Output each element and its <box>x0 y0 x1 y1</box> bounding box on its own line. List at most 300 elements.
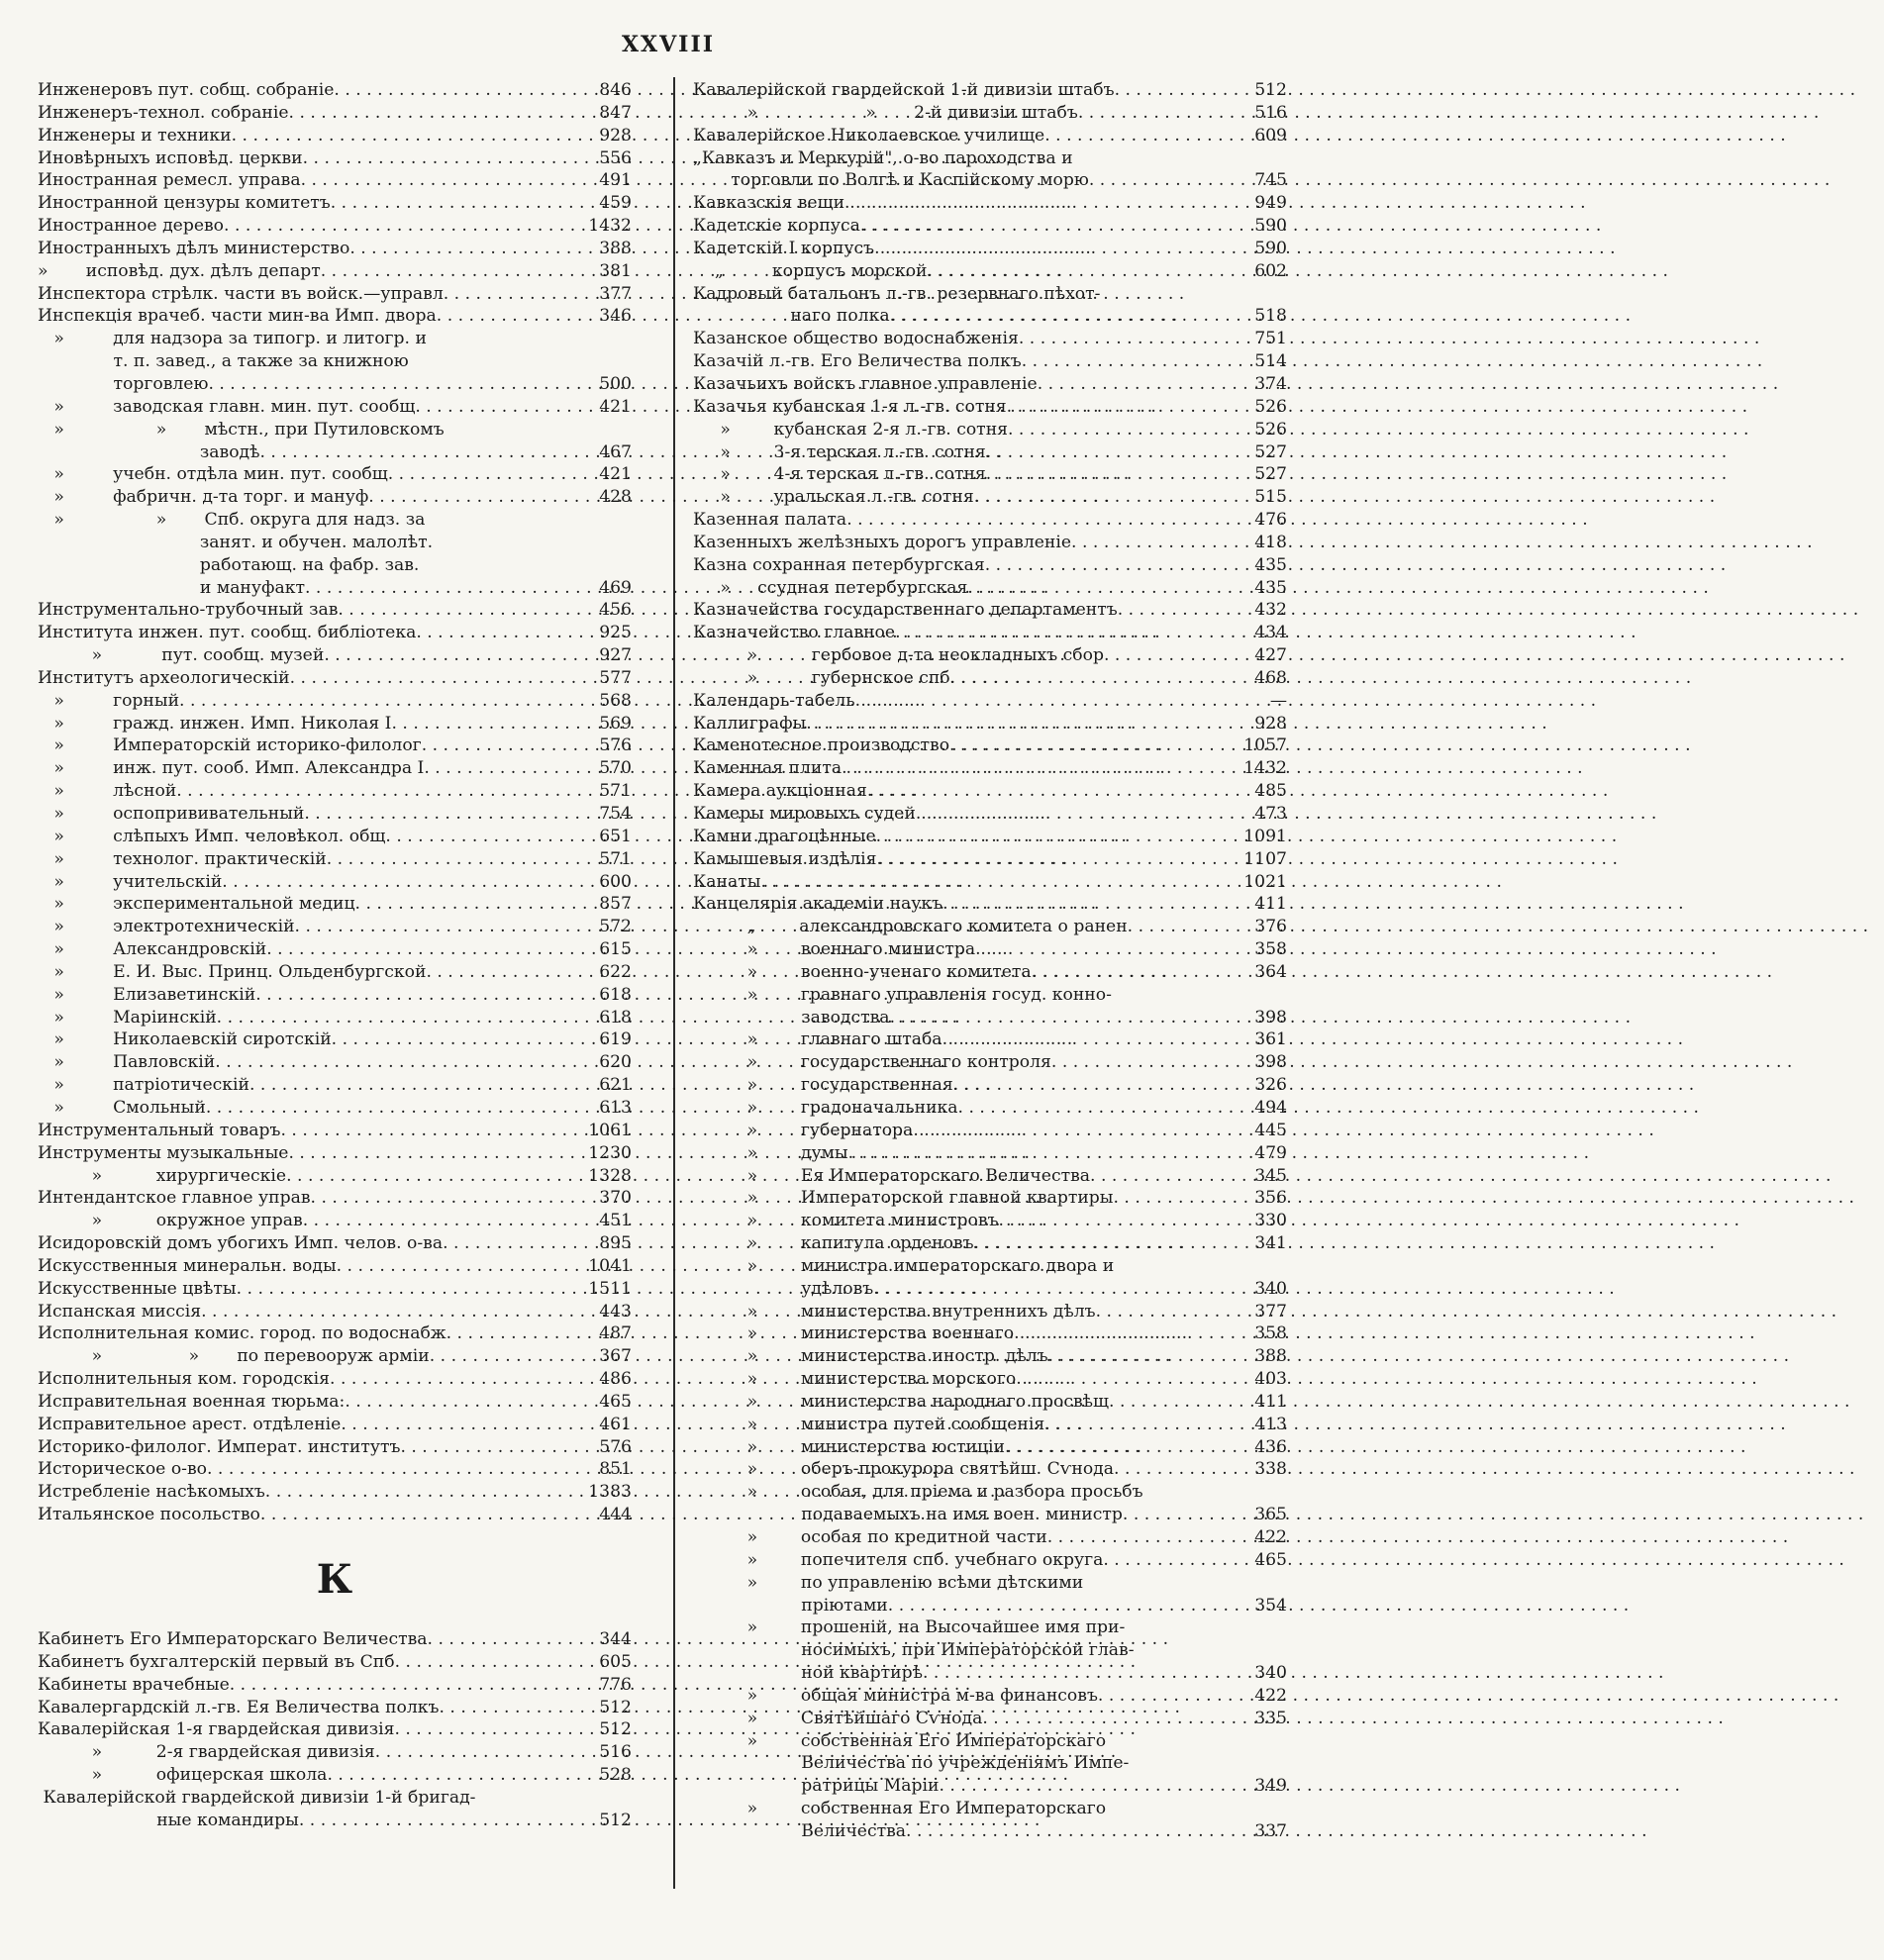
entry-text: » капитула орденовъ <box>693 1233 974 1254</box>
entry-text: » Елизаветинскій <box>38 984 256 1005</box>
entry-text: » инж. пут. сооб. Имп. Александра I <box>38 758 425 779</box>
entry-text: » государственнаго контроля <box>693 1052 1051 1073</box>
leader-dots <box>206 1097 576 1120</box>
entry-page-number: 346 <box>599 306 632 327</box>
leader-dots <box>334 79 576 102</box>
leader-dots <box>844 192 1232 215</box>
entry-text: ные командиры <box>38 1810 299 1830</box>
index-entry <box>693 1458 1287 1481</box>
entry-text: удѣловъ <box>693 1278 874 1299</box>
entry-text: » кубанская 2-я л.-гв. сотня <box>693 419 1008 440</box>
leader-dots <box>950 667 1232 690</box>
leader-dots <box>290 667 576 690</box>
entry-text: » Императорской главной квартиры <box>693 1188 1114 1209</box>
leader-dots <box>416 622 576 644</box>
entry-page-number: 340 <box>1254 1278 1287 1299</box>
leader-dots <box>1038 373 1232 396</box>
index-entry <box>693 1662 1287 1685</box>
leader-dots <box>848 1142 1232 1165</box>
index-entry <box>693 1301 1287 1323</box>
index-entry <box>693 1730 1287 1753</box>
entry-page-number: 1041 <box>588 1255 632 1276</box>
index-entry <box>693 419 1287 441</box>
index-entry <box>693 1165 1287 1188</box>
entry-page-number: 456 <box>599 600 632 621</box>
entry-page-number: 609 <box>1254 125 1287 146</box>
entry-text: „ корпусъ морской <box>693 260 928 281</box>
index-entry <box>38 1051 632 1074</box>
entry-text: » Святѣйшаго Сѵнода <box>693 1708 983 1728</box>
right-column <box>693 79 1287 1843</box>
entry-page-number: 518 <box>1254 306 1287 327</box>
entry-text: и мануфакт <box>38 577 305 598</box>
entry-page-number: 344 <box>599 1629 632 1649</box>
entry-text: Искусственные цвѣты <box>38 1278 237 1299</box>
leader-dots <box>446 1323 576 1345</box>
index-entry <box>693 1368 1287 1391</box>
leader-dots <box>391 713 576 735</box>
entry-page-number: 421 <box>599 464 632 485</box>
index-entry <box>38 1674 632 1697</box>
leader-dots <box>388 463 576 486</box>
leader-dots <box>1008 419 1232 441</box>
entry-text: Институтъ археологическій <box>38 667 290 688</box>
leader-dots <box>890 305 1232 328</box>
entry-text: » Императорскій историко-филолог <box>38 735 422 756</box>
leader-dots <box>1098 1685 1232 1708</box>
entry-page-number: 569 <box>599 713 632 734</box>
entry-page-number: 479 <box>1254 1142 1287 1163</box>
index-entry <box>38 871 632 894</box>
entry-page-number: 620 <box>599 1052 632 1073</box>
leader-dots <box>426 961 576 984</box>
entry-text: Искусственныя минеральн. воды <box>38 1255 337 1276</box>
index-entry <box>38 1741 632 1764</box>
entry-text: заводѣ <box>38 441 260 462</box>
leader-dots <box>1089 169 1232 192</box>
entry-page-number: 345 <box>1254 1165 1287 1186</box>
index-entry <box>38 1187 632 1210</box>
index-entry <box>38 532 632 554</box>
index-entry <box>693 169 1287 192</box>
leader-dots <box>304 803 576 826</box>
index-entry <box>38 147 632 170</box>
entry-text: носимыхъ, при Императорской глав- <box>693 1640 1135 1661</box>
entry-page-number: 576 <box>599 1436 632 1457</box>
leader-dots <box>355 893 576 916</box>
leader-dots <box>1103 1549 1232 1572</box>
entry-text: » заводская главн. мин. пут. сообщ <box>38 396 416 417</box>
entry-text: Камышевыя издѣлія <box>693 848 877 869</box>
entry-page-number: 847 <box>599 102 632 123</box>
leader-dots <box>208 373 576 396</box>
entry-text: Инженеръ-технол. собраніе <box>38 102 289 123</box>
leader-dots <box>895 622 1232 644</box>
index-entry <box>693 1232 1287 1255</box>
leader-dots <box>230 1674 576 1697</box>
leader-dots <box>332 1029 576 1051</box>
leader-dots <box>1071 532 1232 554</box>
entry-page-number: 928 <box>1254 713 1287 734</box>
leader-dots <box>975 938 1232 961</box>
entry-page-number: 349 <box>1254 1776 1287 1797</box>
index-entry <box>693 599 1287 622</box>
leader-dots <box>1014 1323 1232 1345</box>
entry-page-number: 422 <box>1254 1527 1287 1547</box>
leader-dots <box>1044 1414 1232 1436</box>
index-entry <box>38 1007 632 1029</box>
leader-dots <box>949 735 1232 757</box>
entry-text: » фабричн. д-та торг. и мануф <box>38 487 369 508</box>
entry-text: » министерства внутреннихъ дѣлъ <box>693 1301 1096 1322</box>
index-entry <box>38 125 632 147</box>
entry-page-number: 613 <box>599 1097 632 1118</box>
leader-dots <box>324 644 576 667</box>
index-entry <box>38 554 632 577</box>
entry-text: Инспектора стрѣлк. части въ войск.—управл <box>38 283 444 304</box>
entry-page-number: 895 <box>599 1233 632 1254</box>
entry-page-number: 576 <box>599 735 632 756</box>
entry-text: Каменная плита <box>693 758 843 779</box>
entry-page-number: 1432 <box>588 216 632 237</box>
entry-page-number: 556 <box>599 147 632 168</box>
index-entry <box>38 441 632 464</box>
leader-dots <box>806 713 1232 735</box>
index-entry <box>38 238 632 260</box>
leader-dots <box>303 1210 576 1232</box>
leader-dots <box>265 1481 576 1504</box>
index-entry <box>38 826 632 848</box>
leader-dots <box>281 1120 577 1142</box>
leader-dots <box>1016 1368 1232 1391</box>
entry-page-number: 381 <box>599 260 632 281</box>
entry-page-number: 398 <box>1254 1052 1287 1073</box>
entry-text: » думы <box>693 1142 848 1163</box>
index-entry <box>693 1572 1287 1595</box>
index-entry <box>38 1165 632 1188</box>
index-entry <box>693 757 1287 780</box>
index-entry <box>38 1810 632 1832</box>
entry-page-number: 512 <box>599 1719 632 1740</box>
leader-dots <box>341 1414 576 1436</box>
entry-page-number: 622 <box>599 961 632 982</box>
entry-page-number: 1383 <box>588 1482 632 1503</box>
index-entry <box>38 1074 632 1097</box>
entry-page-number: 398 <box>1254 1007 1287 1028</box>
entry-text: Иновѣрныхъ исповѣд. церкви <box>38 147 303 168</box>
index-entry <box>693 644 1287 667</box>
entry-page-number: 459 <box>599 193 632 214</box>
index-entry <box>693 441 1287 464</box>
leader-dots <box>1005 1436 1232 1459</box>
entry-page-number: 326 <box>1254 1075 1287 1096</box>
leader-dots <box>1114 1458 1232 1481</box>
entry-text: » окружное управ <box>38 1211 303 1231</box>
entry-page-number: 1061 <box>588 1120 632 1140</box>
entry-text: Камера аукціонная <box>693 781 867 802</box>
index-entry <box>693 1345 1287 1368</box>
entry-page-number: 445 <box>1254 1120 1287 1140</box>
leader-dots <box>349 238 576 260</box>
entry-text: » министерства морского <box>693 1369 1017 1390</box>
entry-page-number: 572 <box>599 917 632 937</box>
index-entry <box>693 916 1287 938</box>
index-entry <box>38 893 632 916</box>
entry-text: подаваемыхъ на имя воен. министр <box>693 1505 1123 1525</box>
entry-page-number: 1107 <box>1243 848 1287 869</box>
entry-text: Инженеры и техники <box>38 125 232 146</box>
leader-dots <box>1123 1504 1232 1526</box>
entry-text: Казенныхъ желѣзныхъ дорогъ управленіе <box>693 532 1072 552</box>
index-entry <box>38 1697 632 1719</box>
leader-dots <box>876 826 1232 848</box>
entry-text: » гражд. инжен. Имп. Николая I <box>38 713 392 734</box>
index-entry <box>693 283 1287 306</box>
index-entry <box>38 1029 632 1051</box>
index-entry <box>693 305 1287 328</box>
leader-dots <box>1048 1345 1232 1368</box>
leader-dots <box>916 803 1232 826</box>
entry-page-number: 1057 <box>1243 735 1287 756</box>
entry-text: » особая, для пріема и разбора просьбъ <box>693 1482 1143 1503</box>
leader-dots <box>928 260 1232 283</box>
index-entry <box>693 1097 1287 1120</box>
entry-text: Итальянское посольство <box>38 1505 260 1525</box>
index-entry <box>38 305 632 328</box>
entry-page-number: 337 <box>1254 1820 1287 1841</box>
entry-text: » министра императорскаго двора и <box>693 1255 1115 1276</box>
leader-dots <box>288 1142 576 1165</box>
entry-text: Канаты <box>693 871 761 892</box>
entry-page-number: 435 <box>1254 554 1287 575</box>
leader-dots <box>958 1097 1232 1120</box>
index-section-i <box>38 79 632 1526</box>
entry-page-number: 851 <box>599 1459 632 1480</box>
entry-page-number: 602 <box>1254 260 1287 281</box>
index-entry <box>38 169 632 192</box>
index-entry <box>38 644 632 667</box>
entry-page-number: 418 <box>1254 532 1287 552</box>
leader-dots <box>305 577 576 600</box>
index-entry <box>693 1752 1287 1775</box>
entry-text: Величества <box>693 1820 907 1841</box>
leader-dots <box>224 215 576 238</box>
entry-page-number: 428 <box>599 487 632 508</box>
entry-text: » оспопрививательный <box>38 804 305 824</box>
entry-page-number: 512 <box>599 1697 632 1717</box>
entry-page-number: 361 <box>1254 1029 1287 1050</box>
entry-text: » министерства военнаго <box>693 1323 1015 1344</box>
leader-dots <box>337 1255 576 1278</box>
entry-text: » пут. сообщ. музей <box>38 645 325 666</box>
entry-text: » министерства юстиціи <box>693 1436 1005 1457</box>
leader-dots <box>301 169 576 192</box>
leader-dots <box>299 1810 576 1832</box>
entry-text: » учительскій <box>38 871 223 892</box>
entry-text: Инспекція врачеб. части мин-ва Имп. двора <box>38 306 437 327</box>
entry-text: » оберъ-прокурора святѣйш. Сѵнода <box>693 1459 1115 1480</box>
leader-dots <box>1104 644 1232 667</box>
entry-page-number: 377 <box>1254 1301 1287 1322</box>
entry-page-number: 330 <box>1254 1211 1287 1231</box>
entry-text: » комитета министровъ <box>693 1211 999 1231</box>
leader-dots <box>331 192 576 215</box>
entry-text: Иностранная ремесл. управа <box>38 170 301 191</box>
leader-dots <box>1047 1526 1232 1549</box>
entry-text: » главнаго штаба <box>693 1029 942 1050</box>
entry-page-number: 465 <box>1254 1549 1287 1570</box>
entry-text: Каллиграфы <box>693 713 807 734</box>
entry-text: » собственная Его Императорскаго <box>693 1730 1107 1751</box>
index-entry <box>38 1436 632 1459</box>
index-entry <box>38 350 632 373</box>
leader-dots <box>1113 1187 1232 1210</box>
index-entry <box>38 1651 632 1674</box>
entry-text: » для надзора за типогр. и литогр. и <box>38 329 427 349</box>
index-entry <box>38 328 632 350</box>
entry-page-number: 358 <box>1254 939 1287 960</box>
leader-dots <box>1032 961 1232 984</box>
entry-text: Кавалерійская 1-я гвардейская дивизія <box>38 1719 395 1740</box>
entry-page-number: 776 <box>599 1674 632 1695</box>
entry-page-number: 512 <box>599 1810 632 1830</box>
index-entry <box>38 419 632 441</box>
entry-text: » Смольный <box>38 1097 206 1118</box>
index-entry <box>693 622 1287 644</box>
entry-text: » технолог. практическій <box>38 848 327 869</box>
leader-dots <box>222 871 576 894</box>
entry-page-number: 590 <box>1254 216 1287 237</box>
index-entry <box>693 577 1287 600</box>
entry-text: » слѣпыхъ Имп. человѣкол. общ <box>38 826 386 846</box>
leader-dots <box>424 757 576 780</box>
entry-text: Величества по учрежденіямъ Импе- <box>693 1753 1130 1774</box>
leader-dots <box>846 509 1232 532</box>
index-entry <box>38 486 632 509</box>
entry-page-number: 494 <box>1254 1097 1287 1118</box>
entry-page-number: 927 <box>599 645 632 666</box>
index-entry <box>693 463 1287 486</box>
leader-dots <box>338 599 576 622</box>
leader-dots <box>986 463 1232 486</box>
entry-text: Истребленіе насѣкомыхъ <box>38 1482 265 1503</box>
entry-text: Инструментальный товаръ <box>38 1120 281 1140</box>
leader-dots <box>368 486 576 509</box>
index-section-k <box>38 1628 632 1832</box>
index-entry <box>38 757 632 780</box>
index-entry <box>693 1775 1287 1798</box>
index-entry <box>38 1323 632 1345</box>
entry-page-number: 491 <box>599 170 632 191</box>
leader-dots <box>939 1775 1232 1798</box>
entry-page-number: 365 <box>1254 1505 1287 1525</box>
leader-dots <box>942 1029 1232 1051</box>
entry-text: Исправительное арест. отдѣленіе <box>38 1414 342 1434</box>
entry-text: Инструментально-трубочный зав <box>38 600 339 621</box>
index-entry <box>693 1798 1287 1820</box>
entry-page-number: 465 <box>599 1391 632 1412</box>
entry-text: » попечителя спб. учебнаго округа <box>693 1549 1104 1570</box>
leader-dots <box>437 305 576 328</box>
entry-page-number: 413 <box>1254 1414 1287 1434</box>
entry-text: » общая министра м-ва финансовъ <box>693 1685 1098 1706</box>
leader-dots <box>1051 1051 1232 1074</box>
entry-text: Казенная палата <box>693 510 847 531</box>
entry-page-number: 528 <box>599 1765 632 1786</box>
entry-text: Кавалерійское Николаевское училище <box>693 125 1045 146</box>
leader-dots <box>217 1007 576 1029</box>
entry-text: » Ея Императорскаго Величества <box>693 1165 1091 1186</box>
index-entry <box>693 509 1287 532</box>
index-entry <box>38 961 632 984</box>
entry-page-number: 571 <box>599 848 632 869</box>
entry-text: Кабинетъ бухгалтерскій первый въ Спб <box>38 1651 395 1672</box>
entry-page-number: 621 <box>599 1075 632 1096</box>
entry-text: занят. и обучен. малолѣт. <box>38 532 434 552</box>
index-entry <box>38 79 632 102</box>
index-entry <box>693 1323 1287 1345</box>
index-entry <box>38 1232 632 1255</box>
index-entry <box>693 803 1287 826</box>
index-entry <box>38 1764 632 1787</box>
leader-dots <box>430 1345 576 1368</box>
index-entry <box>693 1549 1287 1572</box>
index-entry <box>693 1414 1287 1436</box>
leader-dots <box>400 1436 576 1459</box>
leader-dots <box>295 916 576 938</box>
entry-text: Иностранныхъ дѣлъ министерство <box>38 238 350 258</box>
entry-page-number: 444 <box>599 1505 632 1525</box>
index-entry <box>38 803 632 826</box>
index-entry <box>693 373 1287 396</box>
index-entry <box>38 599 632 622</box>
index-entry <box>693 1210 1287 1232</box>
entry-text: » исповѣд. дух. дѣлъ департ <box>38 260 321 281</box>
index-entry <box>38 1278 632 1301</box>
index-entry <box>38 916 632 938</box>
entry-text: Календарь-табель <box>693 690 855 711</box>
index-entry <box>38 260 632 283</box>
leader-dots <box>215 1051 576 1074</box>
leader-dots <box>232 125 576 147</box>
left-column <box>38 79 632 1832</box>
leader-dots <box>201 1301 576 1323</box>
leader-dots <box>985 554 1232 577</box>
leader-dots <box>345 1391 576 1414</box>
index-entry <box>693 238 1287 260</box>
index-entry <box>693 1504 1287 1526</box>
entry-page-number: 473 <box>1254 804 1287 824</box>
entry-text: » офицерская школа <box>38 1765 328 1786</box>
index-entry <box>693 147 1287 170</box>
entry-text: Кавказскія вещи <box>693 193 845 214</box>
entry-page-number: 590 <box>1254 238 1287 258</box>
entry-text: Исполнительная комис. город. по водоснабж <box>38 1323 446 1344</box>
entry-page-number: — <box>1269 690 1287 711</box>
entry-text: Казначейства государственнаго департаментъ <box>693 600 1118 621</box>
entry-page-number: 925 <box>599 623 632 643</box>
index-entry <box>693 1074 1287 1097</box>
index-entry <box>38 1345 632 1368</box>
entry-page-number: 374 <box>1254 373 1287 394</box>
entry-text: » губернское спб <box>693 667 950 688</box>
index-entry <box>693 1278 1287 1301</box>
entry-page-number: 485 <box>1254 781 1287 802</box>
entry-page-number: 468 <box>1254 667 1287 688</box>
entry-text: наго полка <box>693 306 890 327</box>
entry-page-number: 377 <box>599 283 632 304</box>
entry-page-number: 403 <box>1254 1369 1287 1390</box>
